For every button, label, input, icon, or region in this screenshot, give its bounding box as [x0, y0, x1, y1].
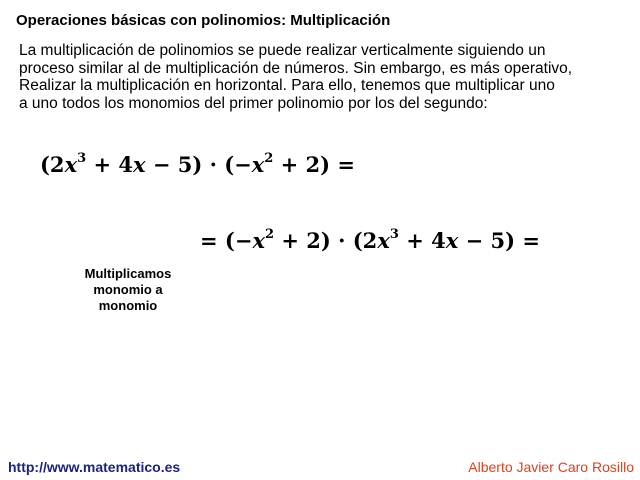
- note-line: Multiplicamos: [84, 266, 172, 281]
- page-title: Operaciones básicas con polinomios: Multiplicación: [16, 12, 391, 29]
- paragraph-line: a uno todos los monomios del primer polinomio por los del segundo:: [19, 94, 488, 112]
- note-line: monomio a: [93, 282, 163, 297]
- paragraph-line: Realizar la multiplicación en horizontal. Para ello, tenemos que multiplicar uno: [19, 77, 555, 94]
- equation-original-product: $(2x^3 + 4x - 5) \cdot (-x^2 + 2)$ =: [40, 151, 356, 177]
- step-note: [68, 266, 188, 314]
- note-line: monomio: [98, 298, 158, 313]
- intro-paragraph: [19, 42, 619, 112]
- equation-reordered-product: = $(-x^2 + 2) \cdot (2x^3 + 4x - 5)$ =: [200, 227, 540, 253]
- website-link[interactable]: http://www.matematico.es: [8, 459, 181, 475]
- author-name: Alberto Javier Caro Rosillo: [468, 459, 634, 475]
- paragraph-line: proceso similar al de multiplicación de números. Sin embargo, es más operativo,: [19, 59, 573, 77]
- paragraph-line: La multiplicación de polinomios se puede realizar verticalmente siguiendo un: [19, 42, 546, 59]
